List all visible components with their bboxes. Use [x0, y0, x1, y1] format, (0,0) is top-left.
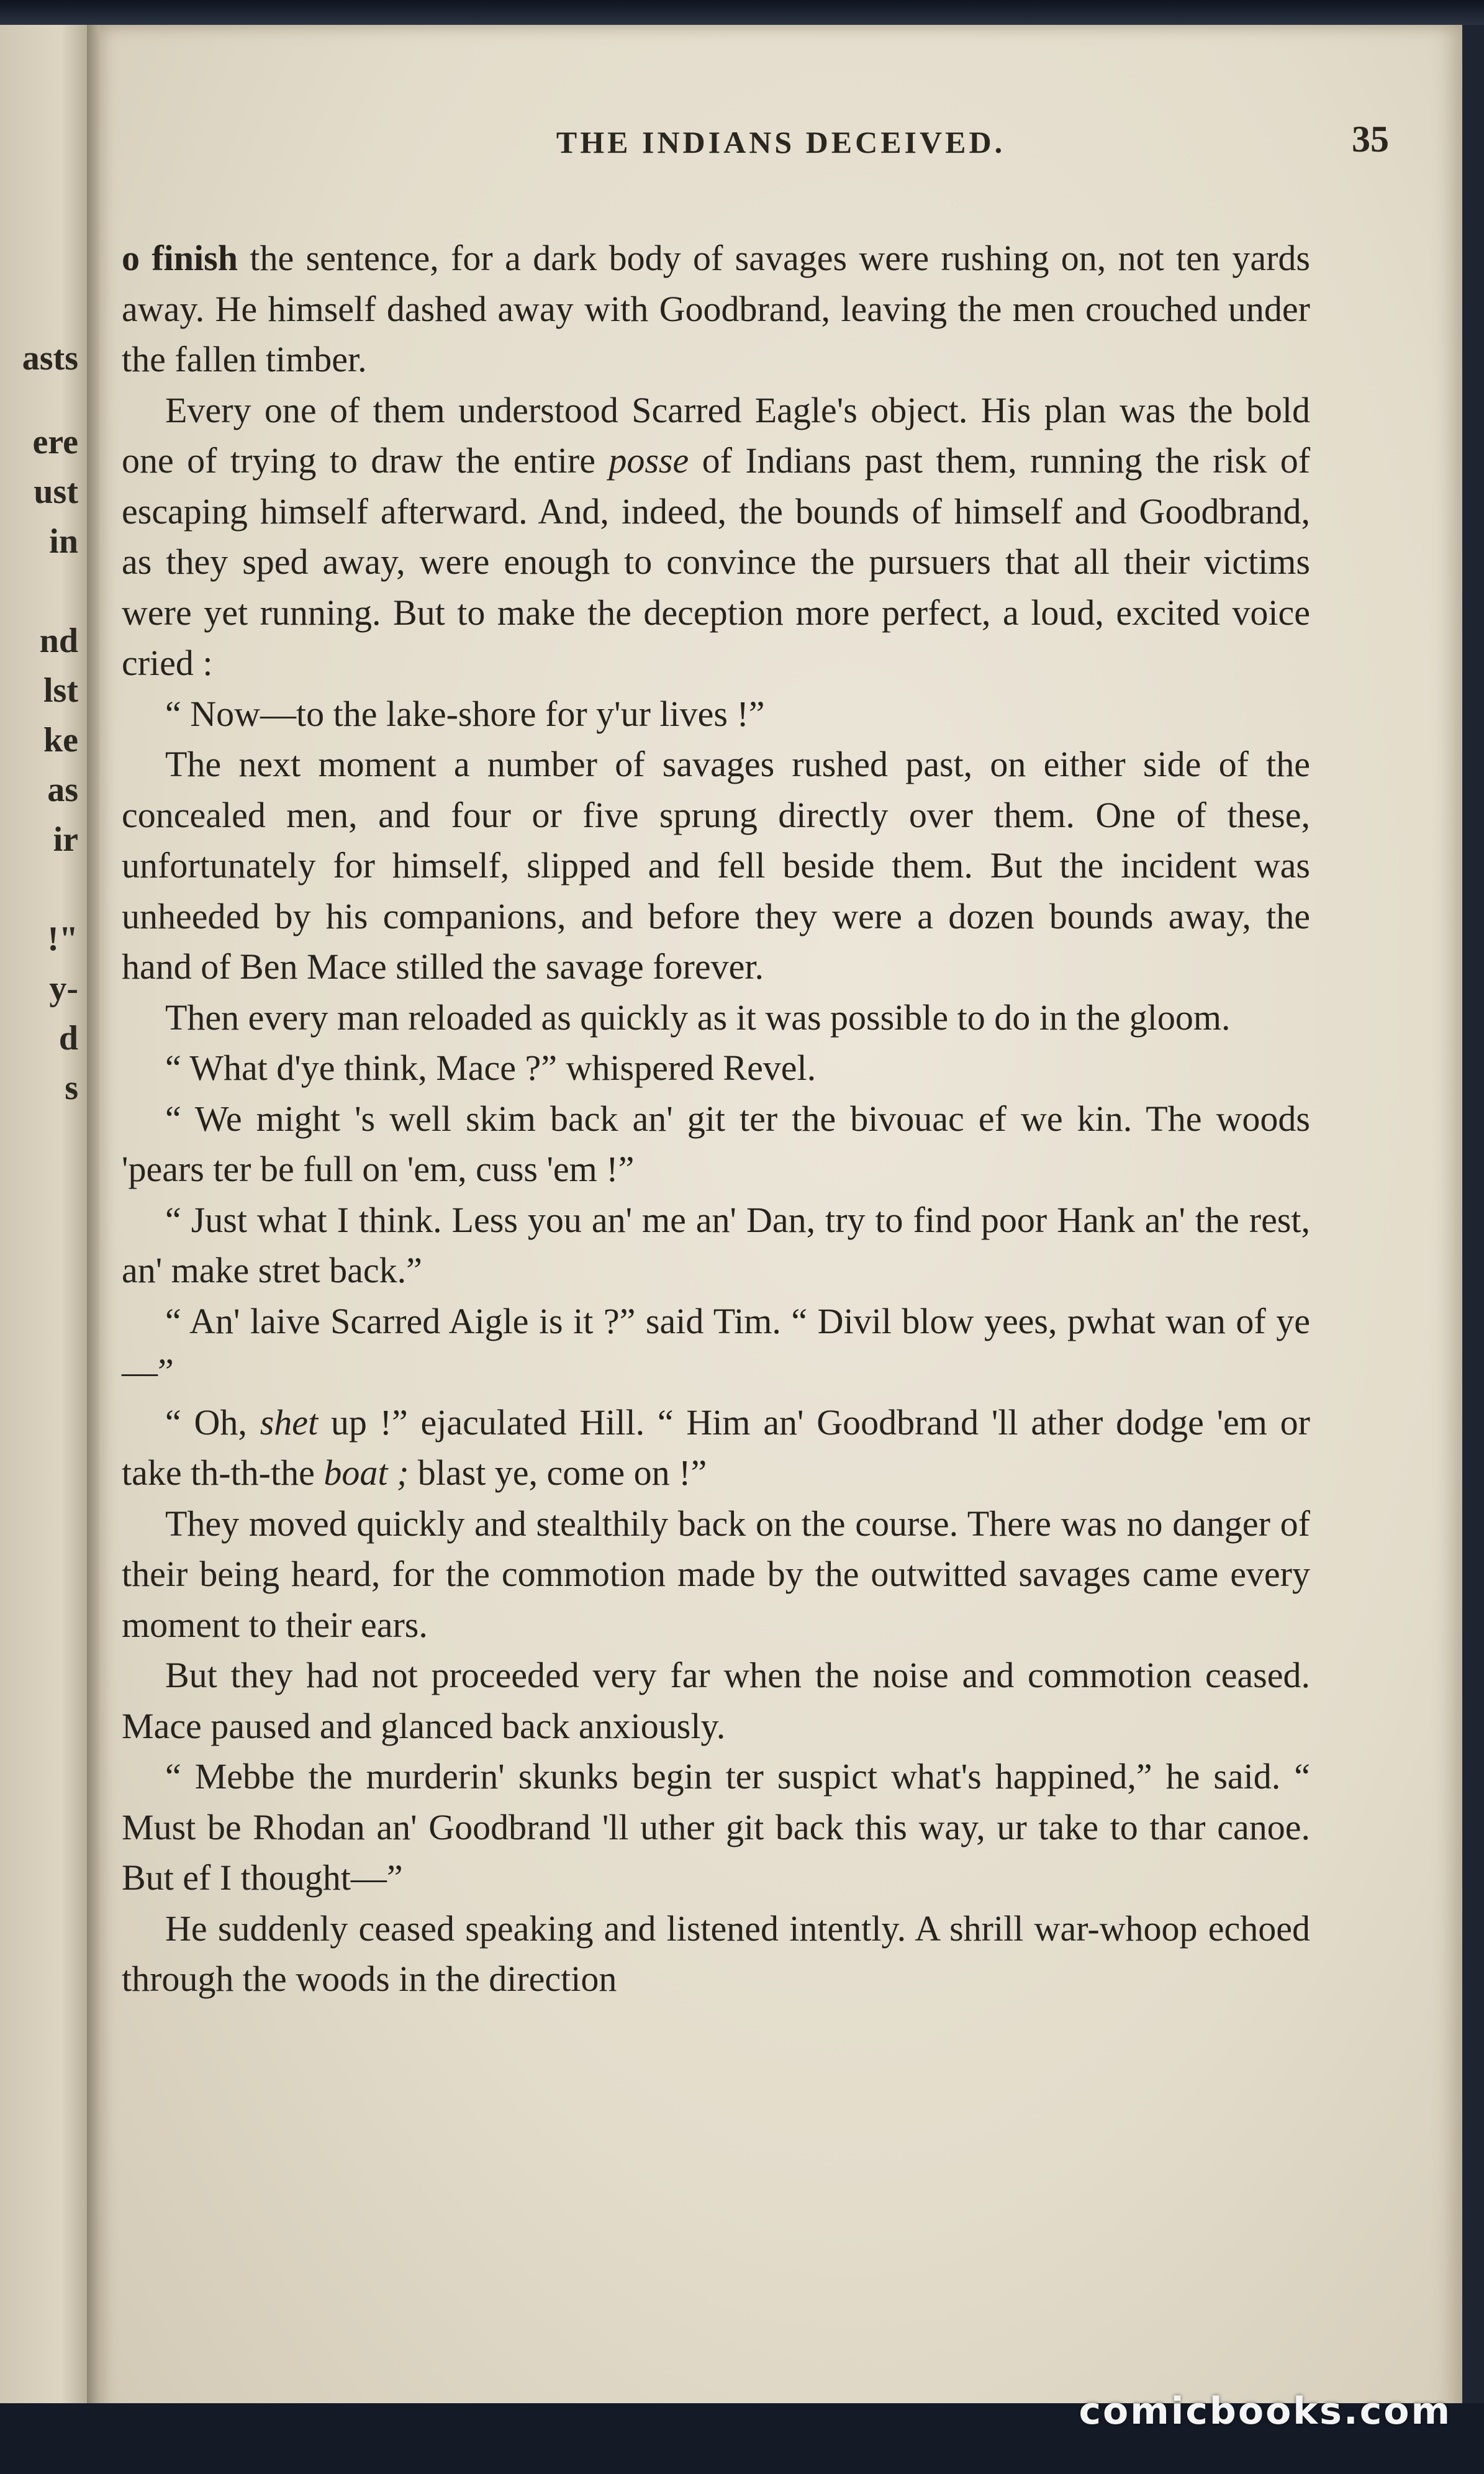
paragraph-lead: o finish — [122, 238, 238, 278]
book-page — [99, 25, 1462, 2434]
facing-page-fragment: ke — [43, 721, 78, 759]
paragraph — [122, 1751, 1310, 1903]
facing-page-fragment: as — [47, 771, 78, 809]
facing-page-fragment: s — [65, 1069, 78, 1107]
facing-page-fragment: !" — [47, 920, 78, 958]
paragraph-text: “ An' laive Scarred Aigle is it ?” said Tim. “ Divil blow yees, pwhat wan of ye—” — [122, 1300, 1310, 1392]
paragraph — [122, 1397, 1310, 1498]
paragraph-text: The next moment a number of savages rushed past, on either side of the concealed men, and four or five sprung directly over them. One of these, unfortunately for himself, slipped and fell beside them. But the incident was unheeded by his companions, and before they were a dozen bounds away, the hand of Ben Mace stilled the savage forever. — [122, 744, 1310, 987]
paragraph — [122, 1043, 1310, 1094]
paragraph-text: He suddenly ceased speaking and listened intently. A shrill war-whoop echoed through the woods in the direction — [122, 1908, 1310, 1999]
watermark: comicbooks.com — [1079, 2390, 1452, 2433]
paragraph — [122, 1498, 1310, 1651]
paragraph-text: Every one of them understood Scarred Eagle's object. His plan was the bold one of trying to draw the entire — [122, 389, 1310, 481]
paragraph-text: Then every man reloaded as quickly as it was possible to do in the gloom. — [165, 997, 1231, 1038]
scan-frame-top — [0, 0, 1484, 25]
paragraph-text: “ Mebbe the murderin' skunks begin ter suspict what's happined,” he said. “ Must be Rhodan an' Goodbrand 'll uther git back this way, ur take to thar canoe. But ef I thought—” — [122, 1756, 1310, 1898]
running-head — [99, 119, 1462, 174]
facing-page-fragment: ust — [34, 473, 78, 511]
paragraph — [122, 1903, 1310, 2005]
page-number: 35 — [1352, 119, 1389, 160]
running-title: THE INDIANS DECEIVED. — [556, 125, 1006, 160]
italic-text: shet — [260, 1402, 319, 1443]
paragraph — [122, 385, 1310, 689]
paragraph — [122, 1195, 1310, 1296]
italic-text: boat ; — [323, 1452, 409, 1493]
paragraph-text: the sentence, for a dark body of savages were rushing on, not ten yards away. He himself dashed away with Goodbrand, leaving the men crouched under the fallen timber. — [122, 238, 1310, 379]
italic-text: posse — [609, 440, 689, 481]
paragraph — [122, 1296, 1310, 1397]
facing-page-fragment: nd — [39, 622, 78, 660]
paragraph-text: “ Just what I think. Less you an' me an' Dan, try to find poor Hank an' the rest, an' make stret back.” — [122, 1199, 1310, 1290]
paragraph-text: of Indians past them, running the risk of escaping himself afterward. And, indeed, the bounds of himself and Goodbrand, as they sped away, were enough to convince the pursuers that all their victims were yet running. But to make the deception more perfect, a loud, excited voice cried : — [122, 440, 1311, 683]
paragraph-text: “ Now—to the lake-shore for y'ur lives !” — [165, 693, 765, 734]
paragraph-text: “ We might 's well skim back an' git ter the bivouac ef we kin. The woods 'pears ter be full on 'em, cuss 'em !” — [122, 1098, 1310, 1189]
paragraph-text: They moved quickly and stealthily back on the course. There was no danger of their being heard, for the commotion made by the outwitted savages came every moment to their ears. — [122, 1503, 1310, 1645]
paragraph — [122, 739, 1310, 992]
paragraph-text: But they had not proceeded very far when the noise and commotion ceased. Mace paused and glanced back anxiously. — [122, 1655, 1310, 1746]
facing-page-fragment: ir — [53, 820, 78, 859]
paragraph-text: blast ye, come on !” — [409, 1452, 707, 1493]
paragraph-text: up !” ejaculated Hill. “ Him an' Goodbrand 'll ather dodge 'em or take th-th-the — [122, 1402, 1310, 1493]
facing-page-fragment: lst — [43, 671, 78, 710]
paragraph-text: “ What d'ye think, Mace ?” whispered Revel. — [165, 1048, 817, 1088]
paragraph — [122, 992, 1310, 1043]
paragraph — [122, 233, 1310, 385]
paragraph — [122, 1094, 1310, 1195]
paragraph — [122, 1650, 1310, 1751]
paragraph-text: “ Oh, — [165, 1402, 260, 1443]
body-text — [122, 233, 1310, 2005]
facing-page-edge — [0, 25, 87, 2403]
facing-page-fragment: d — [58, 1019, 78, 1058]
facing-page-fragment: asts — [22, 339, 78, 378]
facing-page-fragment: in — [49, 522, 78, 561]
facing-page-fragment: y- — [49, 969, 78, 1008]
paragraph — [122, 689, 1310, 740]
facing-page-fragment: ere — [32, 423, 78, 461]
